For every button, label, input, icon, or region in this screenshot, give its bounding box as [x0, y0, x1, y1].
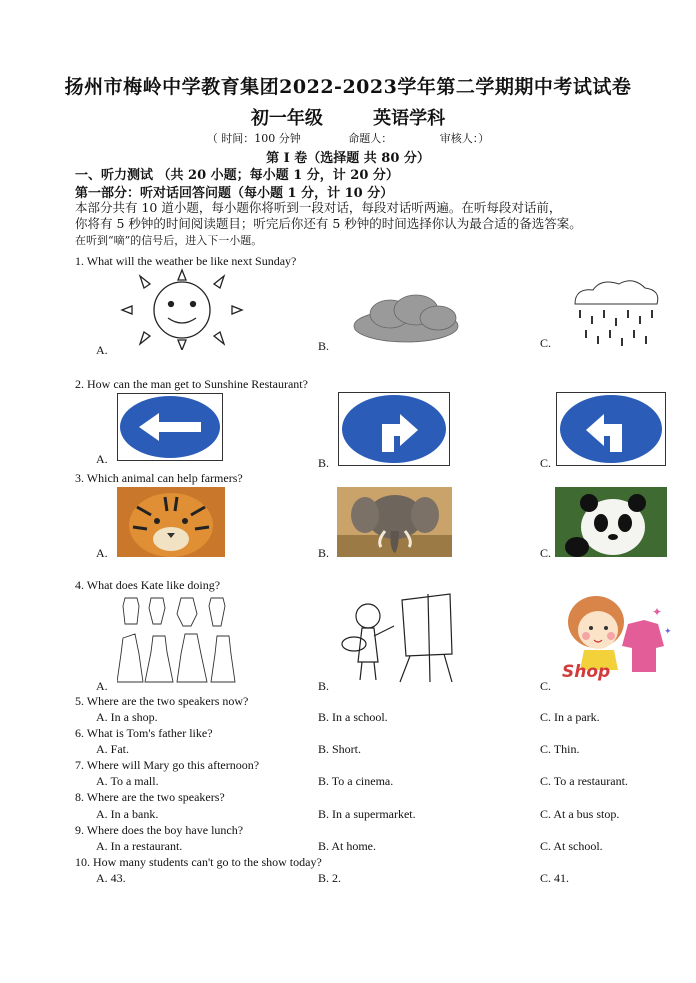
question-9: 9. Where does the boy have lunch? — [75, 823, 244, 837]
panda-image — [555, 487, 667, 557]
subject: 英语学科 — [373, 108, 446, 129]
q7-option-c[interactable]: C. To a restaurant. — [540, 774, 628, 788]
question-2: 2. How can the man get to Sunshine Restaurant? — [75, 377, 308, 391]
q3-option-b[interactable]: B. — [318, 546, 330, 560]
exam-meta — [0, 130, 696, 146]
q10-option-b[interactable]: B. 2. — [318, 871, 342, 885]
volume-heading: 第 I 卷（选择题 共 80 分） — [266, 151, 430, 166]
q4-option-c[interactable]: C. — [540, 679, 552, 693]
q9-option-a[interactable]: A. In a restaurant. — [96, 839, 183, 853]
grade-subject — [0, 104, 696, 130]
q10-option-a[interactable]: A. 43. — [96, 871, 126, 885]
sun-image — [118, 268, 246, 350]
exam-time: （ 时间：100 分钟 — [206, 132, 301, 145]
grade: 初一年级 — [250, 108, 323, 129]
q6-option-a[interactable]: A. Fat. — [96, 742, 129, 756]
q7-option-b[interactable]: B. To a cinema. — [318, 774, 394, 788]
left-arrow-sign-image — [117, 393, 223, 461]
q2-option-c[interactable]: C. — [540, 456, 552, 470]
q8-option-c[interactable]: C. At a bus stop. — [540, 807, 620, 821]
svg-text:✦: ✦ — [652, 605, 663, 619]
question-10: 10. How many students can't go to the show today? — [75, 855, 322, 869]
q10-option-c[interactable]: C. 41. — [540, 871, 570, 885]
q3-option-a[interactable]: A. — [96, 546, 108, 560]
exam-reviewer: 审核人：） — [439, 132, 490, 145]
shop-label: Shop — [562, 662, 611, 682]
elephant-image — [337, 487, 452, 557]
q9-option-b[interactable]: B. At home. — [318, 839, 377, 853]
question-3: 3. Which animal can help farmers? — [75, 471, 243, 485]
q5-option-b[interactable]: B. In a school. — [318, 710, 388, 724]
q1-option-a[interactable]: A. — [96, 343, 108, 357]
instructions-1: 本部分共有 10 道小题，每小题你将听到一段对话，每段对话听两遍。在听每段对话前， — [75, 200, 562, 215]
instructions-3: 在听到“嘀”的信号后，进入下一小题。 — [75, 234, 263, 247]
painter-image — [340, 592, 458, 684]
question-7: 7. Where will Mary go this afternoon? — [75, 758, 260, 772]
q1-option-c[interactable]: C. — [540, 336, 552, 350]
cloud-image — [350, 290, 462, 346]
tiger-image — [117, 487, 225, 557]
question-1: 1. What will the weather be like next Sunday? — [75, 254, 297, 268]
right-turn-sign-image — [338, 392, 450, 466]
q1-option-b[interactable]: B. — [318, 339, 330, 353]
left-turn-sign-image — [556, 392, 666, 466]
question-8: 8. Where are the two speakers? — [75, 790, 225, 804]
q4-option-a[interactable]: A. — [96, 679, 108, 693]
question-4: 4. What does Kate like doing? — [75, 578, 221, 592]
instructions-2: 你将有 5 秒钟的时间阅读题目；听完后你还有 5 秒钟的时间选择你认为最合适的备选答案。 — [75, 216, 582, 231]
question-5: 5. Where are the two speakers now? — [75, 694, 249, 708]
section-heading: 一、听力测试 （共 20 小题；每小题 1 分，计 20 分） — [75, 168, 399, 183]
rain-cloud-image — [565, 278, 665, 354]
q6-option-c[interactable]: C. Thin. — [540, 742, 580, 756]
question-6: 6. What is Tom's father like? — [75, 726, 213, 740]
q2-option-b[interactable]: B. — [318, 456, 330, 470]
q5-option-a[interactable]: A. In a shop. — [96, 710, 158, 724]
q7-option-a[interactable]: A. To a mall. — [96, 774, 159, 788]
clothes-designs-image — [117, 594, 239, 686]
exam-title: 扬州市梅岭中学教育集团2022-2023学年第二学期期中考试试卷 — [64, 76, 632, 98]
q8-option-b[interactable]: B. In a supermarket. — [318, 807, 416, 821]
q5-option-c[interactable]: C. In a park. — [540, 710, 600, 724]
exam-setter: 命题人： — [348, 132, 393, 145]
q9-option-c[interactable]: C. At school. — [540, 839, 603, 853]
q4-option-b[interactable]: B. — [318, 679, 330, 693]
q2-option-a[interactable]: A. — [96, 452, 108, 466]
q6-option-b[interactable]: B. Short. — [318, 742, 362, 756]
part-heading: 第一部分：听对话回答问题（每小题 1 分，计 10 分） — [75, 186, 394, 201]
q8-option-a[interactable]: A. In a bank. — [96, 807, 159, 821]
svg-text:✦: ✦ — [664, 627, 672, 637]
q3-option-c[interactable]: C. — [540, 546, 552, 560]
